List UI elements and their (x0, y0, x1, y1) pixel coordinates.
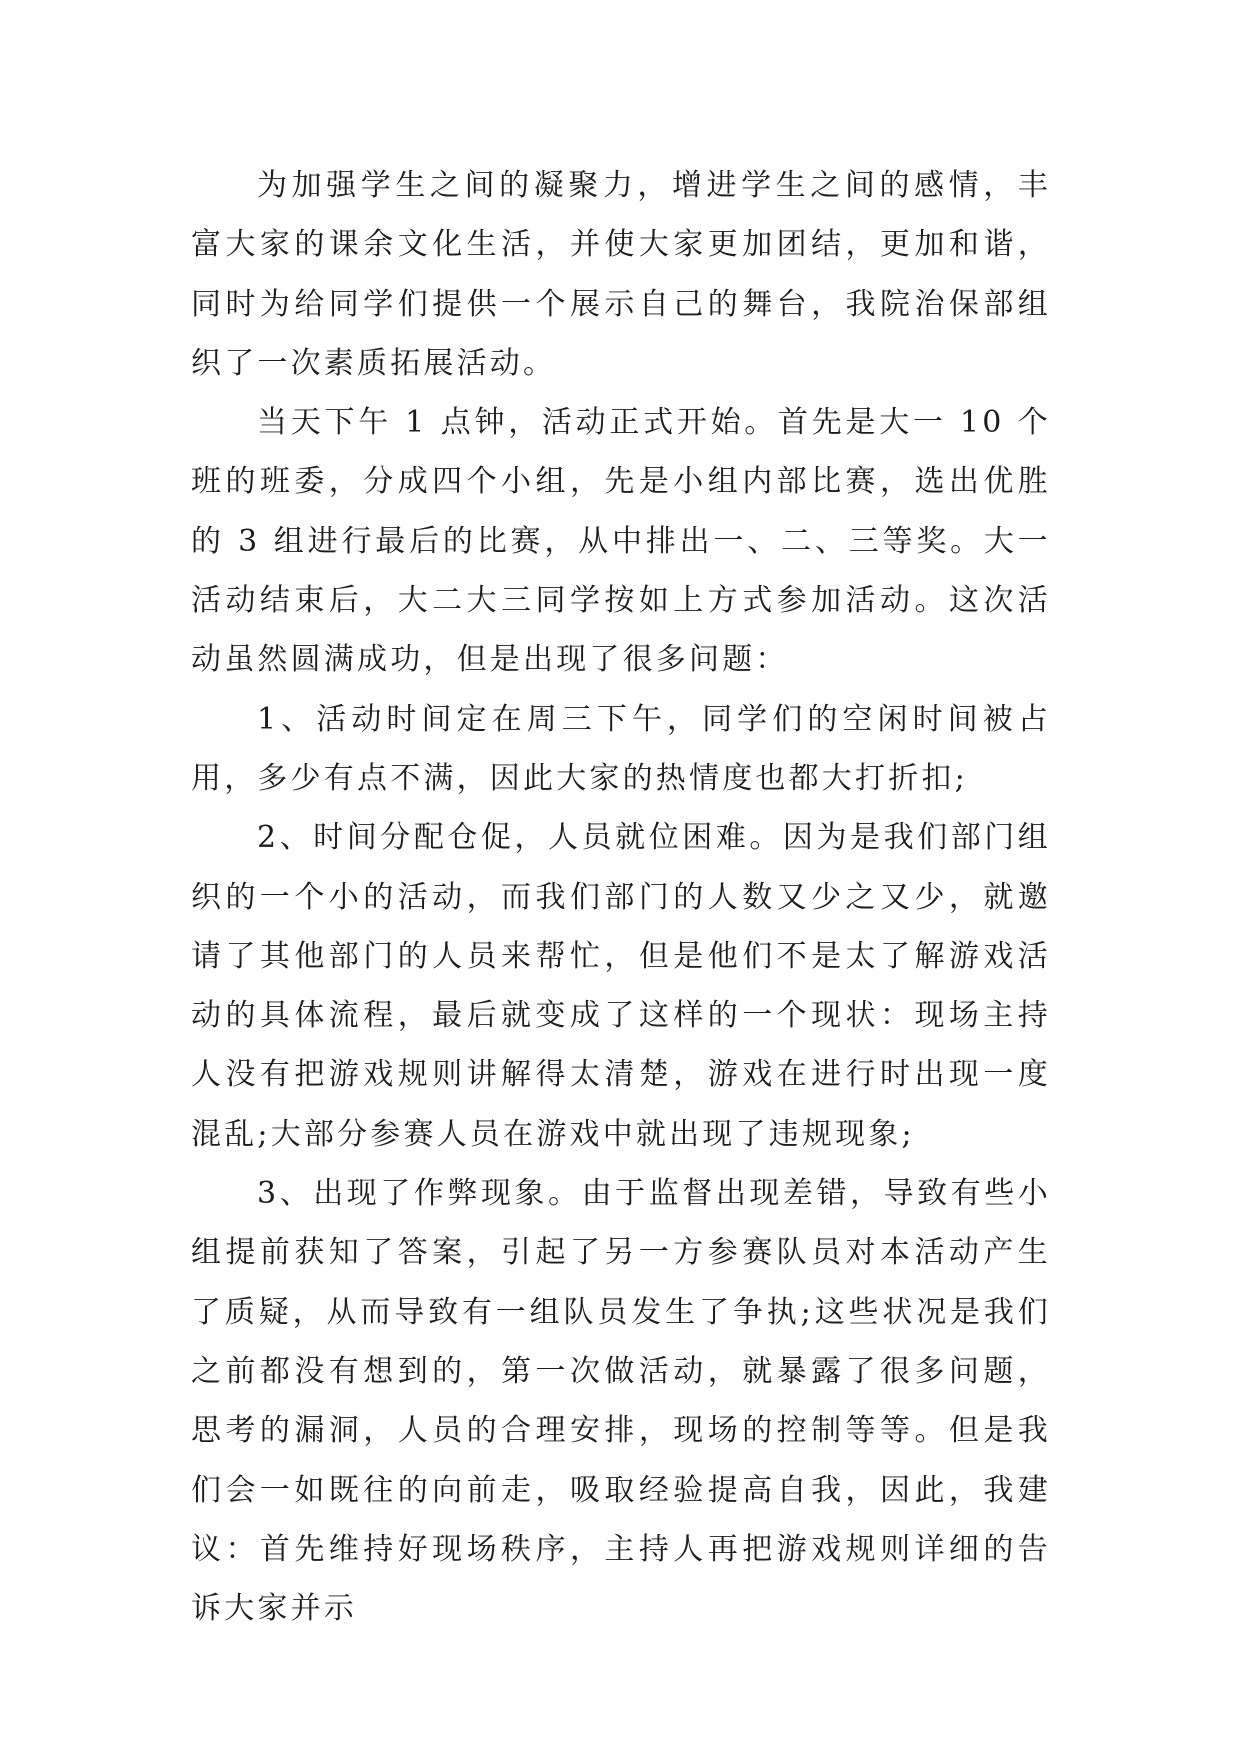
paragraph-activity-summary: 当天下午 1 点钟，活动正式开始。首先是大一 10 个班的班委，分成四个小组，先是小组内部比赛，选出优胜的 3 组进行最后的比赛，从中排出一、二、三等奖。大一活动结束后，大二大三同学按如上方式参加活动。这次活动虽然圆满成功，但是出现了很多问题： (191, 405, 1051, 678)
paragraph-issue-1: 1、活动时间定在周三下午，同学们的空闲时间被占用，多少有点不满，因此大家的热情度也都大打折扣; (191, 701, 1051, 796)
paragraph-issue-2: 2、时间分配仓促，人员就位困难。因为是我们部门组织的一个小的活动，而我们部门的人数又少之又少，就邀请了其他部门的人员来帮忙，但是他们不是太了解游戏活动的具体流程，最后就变成了这样的一个现状：现场主持人没有把游戏规则讲解得太清楚，游戏在进行时出现一度混乱;大部分参赛人员在游戏中就出现了违规现象; (191, 820, 1051, 1152)
paragraph-intro: 为加强学生之间的凝聚力，增进学生之间的感情，丰富大家的课余文化生活，并使大家更加团结，更加和谐，同时为给同学们提供一个展示自己的舞台，我院治保部组织了一次素质拓展活动。 (191, 168, 1051, 381)
paragraph-issue-3: 3、出现了作弊现象。由于监督出现差错，导致有些小组提前获知了答案，引起了另一方参赛队员对本活动产生了质疑，从而导致有一组队员发生了争执;这些状况是我们之前都没有想到的，第一次做活动，就暴露了很多问题，思考的漏洞，人员的合理安排，现场的控制等等。但是我们会一如既往的向前走，吸取经验提高自我，因此，我建议：首先维持好现场秩序，主持人再把游戏规则详细的告诉大家并示 (191, 1176, 1051, 1627)
document-body (191, 156, 1051, 1638)
